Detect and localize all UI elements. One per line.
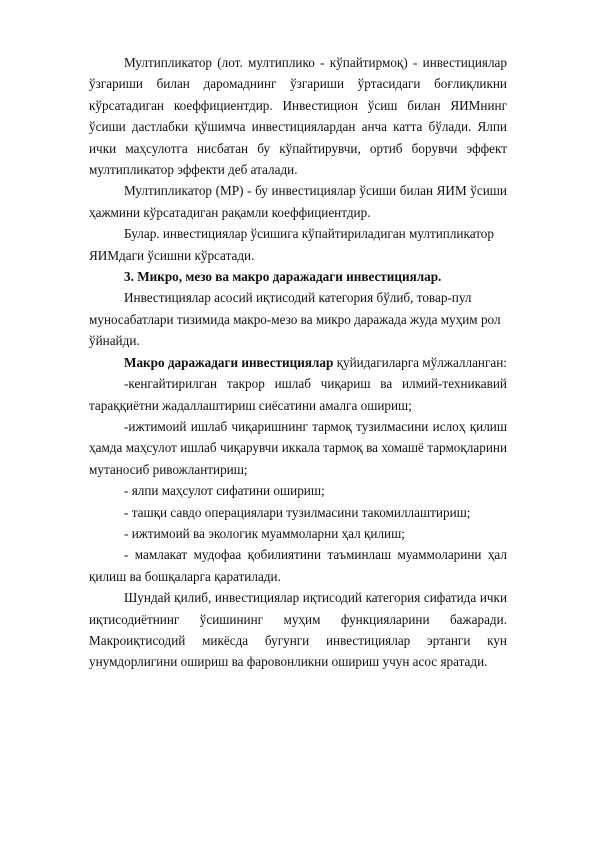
macro-investments-tail: қуйидагиларга мўлжалланган:	[333, 354, 507, 370]
list-item-social-ecological: - ижтимоий ва экологик муаммоларни ҳал қилиш;	[124, 525, 405, 541]
document-body	[89, 52, 507, 673]
macro-investments-bold: Макро даражадаги инвестициялар	[124, 354, 334, 370]
paragraph-multiplier-mr: Мултипликатор (МР) - бу инвестициялар ўсиши билан ЯИМ ўсиши ҳажмини кўрсатадиган рақамли коеффициентдир.	[89, 183, 507, 220]
list-item-gdp-quality: - ялпи маҳсулот сифатини ошириш;	[124, 483, 325, 499]
list-item-defense: - мамлакат мудофаа қобилиятини таъминлаш муаммоларини ҳал қилиш ва бошқаларга қаратилади.	[89, 547, 507, 584]
section-heading-3	[89, 266, 507, 287]
list-item-foreign-trade: - ташқи савдо операциялари тузилмасини такомиллаштириш;	[124, 504, 471, 520]
list-item-sector-reform: -ижтимоий ишлаб чиқаришнинг тармоқ тузилмасини ислоҳ қилиш ҳамда маҳсулот ишлаб чиқарувчи иккала тармоқ ва хомашё тармоқларини мутаносиб ривожлантириш;	[89, 418, 507, 477]
section-heading-text: 3. Микро, мезо ва макро даражадаги инвестициялар.	[124, 269, 442, 285]
paragraph-multiplier-definition: Мултипликатор (лот. мултиплико - кўпайтирмоқ) - инвестициялар ўзгариши билан даромаднинг ўзгариши ўртасидаги боғлиқликни кўрсатадиган коеффициентдир. Инвестицион ўсиш билан ЯИМнинг ўсиши дастлабки қўшимча инвестициялардан анча катта бўлади. Ялпи ички маҳсулотга нисбатан бу кўпайтирувчи, ортиб борувчи эффект мултипликатор эффекти деб аталади.	[89, 55, 507, 178]
paragraph-macro-intro	[89, 352, 507, 373]
paragraph-conclusion: Шундай қилиб, инвестициялар иқтисодий категория сифатида ички иқтисодиётнинг ўсишининг муҳим функцияларини бажаради. Макроиқтисодий микёсда бугунги инвестициялар эртанги кун унумдорлигини ошириш ва фаровонликни ошириш учун асос яратади.	[89, 590, 507, 670]
paragraph-investment-category: Инвестициялар асосий иқтисодий категория бўлиб, товар-пул муносабатлари тизимида макро-мезо ва микро даражада жуда муҳим рол ўйнайди.	[89, 290, 501, 349]
list-item-expanded-reproduction: -кенгайтирилган такрор ишлаб чиқариш ва илмий-техникавий тараққиётни жадаллаштириш сиёсатини амалга ошириш;	[89, 376, 507, 413]
paragraph-multiplier-gdp: Булар. инвестициялар ўсишига кўпайтириладиган мултипликатор ЯИМдаги ўсишни кўрсатади.	[89, 226, 494, 263]
